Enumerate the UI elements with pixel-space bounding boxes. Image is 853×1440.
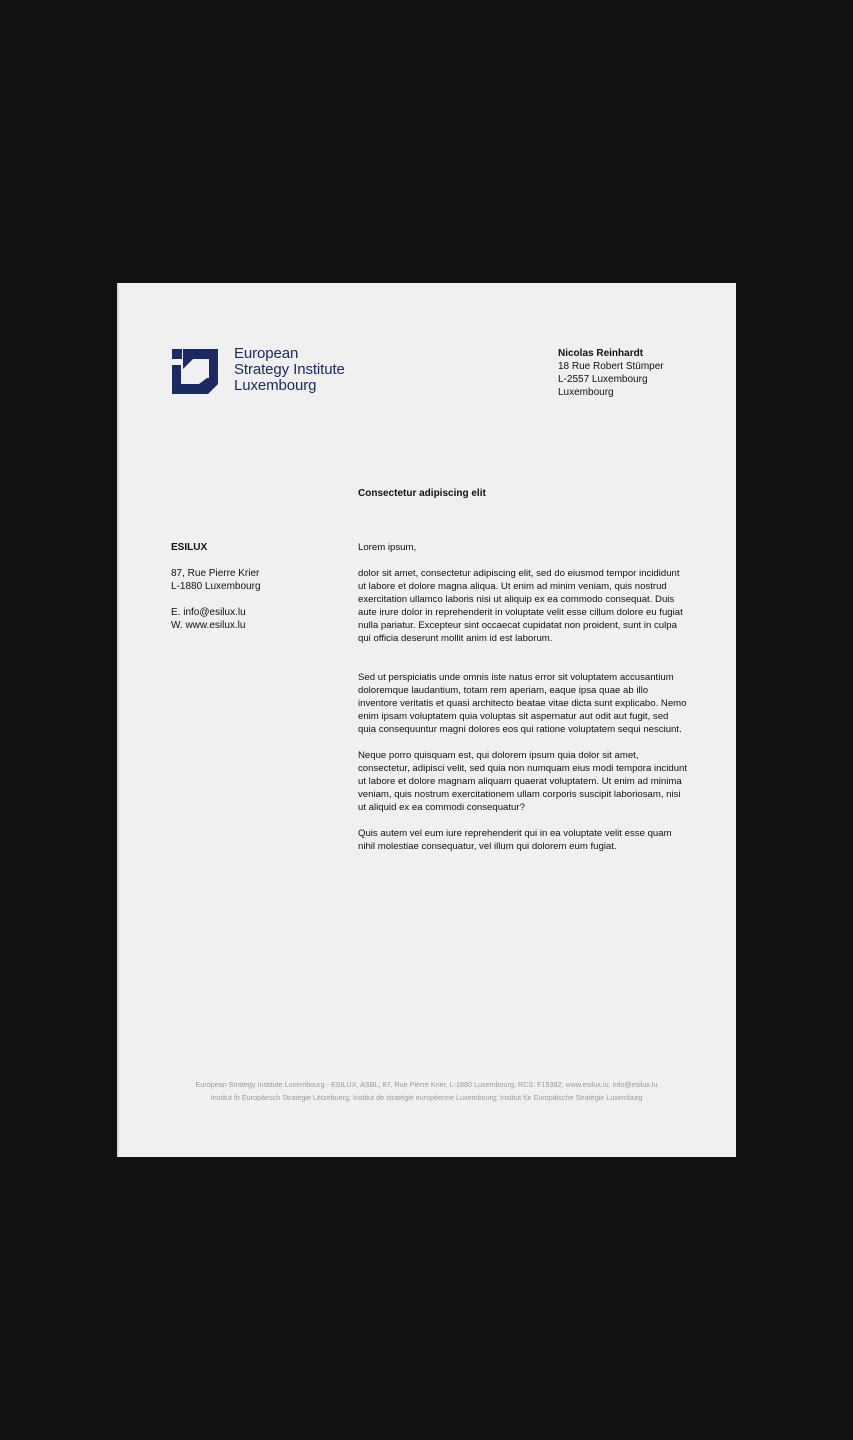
sender-email: E. info@esilux.lu: [171, 607, 246, 618]
logo-line-1: European: [234, 345, 299, 362]
sender-org: ESILUX: [171, 542, 208, 553]
recipient-address: [558, 347, 664, 399]
letter-body: [358, 541, 688, 853]
logo-wordmark: [234, 346, 345, 394]
logo-line-3: Luxembourg: [234, 377, 317, 394]
esilux-logo-mark-icon: [171, 348, 218, 394]
letter-paragraph: Neque porro quisquam est, qui dolorem ipsum quia dolor sit amet, consectetur, adipisci velit, sed quia non numquam eius modi tempora incidunt ut labore et dolore magnam aliquam quaerat voluptatem. Ut enim ad minima veniam, quis nostrum exercitationem ullam corporis suscipit laboriosam, nisi ut aliquid ex ea commodi consequatur?: [358, 750, 688, 813]
letter-paragraph: Quis autem vel eum iure reprehenderit qui in ea voluptate velit esse quam nihil molestiae consequatur, vel illum qui dolorem eum fugiat.: [358, 828, 672, 852]
letter-paragraph: dolor sit amet, consectetur adipiscing elit, sed do eiusmod tempor incididunt ut labore et dolore magna aliqua. Ut enim ad minim veniam, quis nostrud exercitation ullamco laboris nisi ut aliquip ex ea commodo consequat. Duis aute irure dolor in reprehenderit in voluptate velit esse cillum dolore eu fugiat nulla pariatur. Excepteur sint occaecat cupidatat non proident, sunt in culpa qui officia deserunt mollit anim id est laborum.: [358, 568, 683, 644]
recipient-name: Nicolas Reinhardt: [558, 348, 644, 359]
sender-block: [171, 541, 261, 632]
letter-page: [117, 283, 736, 1157]
letter-greeting: Lorem ipsum,: [358, 542, 417, 553]
recipient-city: L-2557 Luxembourg: [558, 374, 648, 385]
letter-subject: Consectetur adipiscing elit: [358, 488, 486, 499]
sender-city: L-1880 Luxembourg: [171, 581, 261, 592]
sender-street: 87, Rue Pierre Krier: [171, 568, 260, 579]
sender-web: W. www.esilux.lu: [171, 620, 246, 631]
sender-address: [171, 567, 261, 593]
recipient-country: Luxembourg: [558, 387, 614, 398]
footer-line-1: European Strategy Institute Luxembourg - ESILUX, ASBL; 87, Rue Pierre Krier, L-1880 Luxembourg; RCS: F15382; www.esilux.lu; info@esilux.lu: [195, 1080, 658, 1089]
letter-footer: [117, 1078, 736, 1104]
logo-line-2: Strategy Institute: [234, 361, 345, 378]
letter-paragraph: Sed ut perspiciatis unde omnis iste natus error sit voluptatem accusantium doloremque laudantium, totam rem aperiam, eaque ipsa quae ab illo inventore veritatis et quasi architecto beatae vitae dicta sunt explicabo. Nemo enim ipsam voluptatem quia voluptas sit aspernatur aut odit aut fugit, sed quia consequuntur magni dolores eos qui ratione voluptatem sequi nesciunt.: [358, 672, 687, 735]
footer-line-2: Institut fir Europäesch Strategie Lëtzebuerg; Institut de stratégie européenne Luxembourg; Institut für Europäische Strategie Luxemburg: [210, 1093, 643, 1102]
recipient-street: 18 Rue Robert Stümper: [558, 361, 664, 372]
